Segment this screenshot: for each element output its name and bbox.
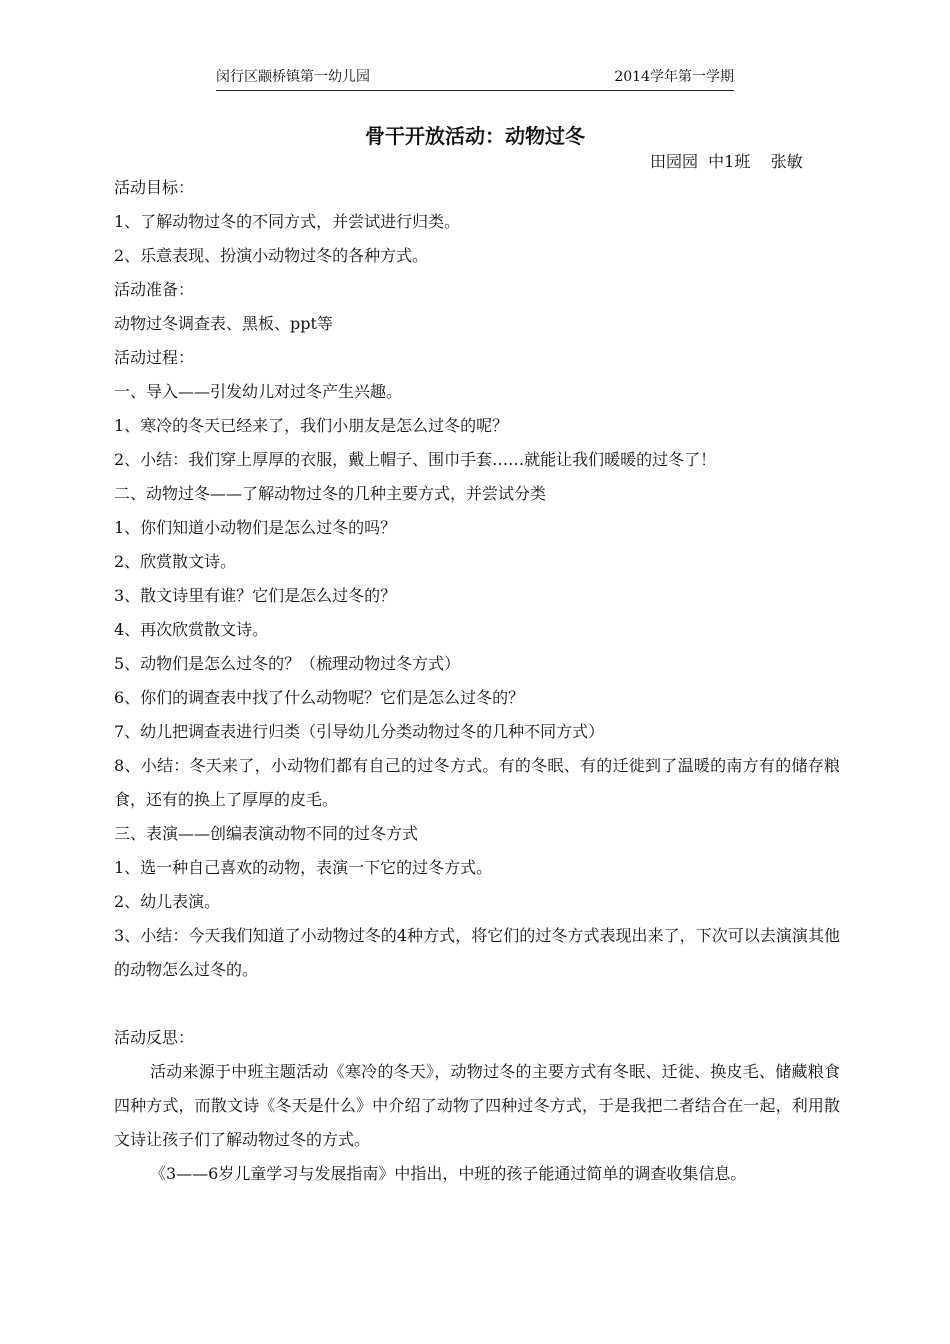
process-item: 1、寒冷的冬天已经来了，我们小朋友是怎么过冬的呢？ — [114, 416, 509, 435]
process-item: 7、幼儿把调查表进行归类（引导幼儿分类动物过冬的几种不同方式） — [114, 722, 605, 741]
process-item: 2、欣赏散文诗。 — [114, 552, 237, 571]
process-item: 8、小结：冬天来了，小动物们都有自己的过冬方式。有的冬眠、有的迁徙到了温暖的南方有的储存粮食，还有的换上了厚厚的皮毛。 — [114, 756, 840, 809]
process-item: 6、你们的调查表中找了什么动物呢？它们是怎么过冬的？ — [114, 688, 525, 707]
goal-item: 2、乐意表现、扮演小动物过冬的各种方式。 — [114, 246, 429, 265]
reflection-paragraph: 活动来源于中班主题活动《寒冷的冬天》，动物过冬的主要方式有冬眠、迁徙、换皮毛、储藏粮食四种方式，而散文诗《冬天是什么》中介绍了动物了四种过冬方式，于是我把二者结合在一起，利用散文诗让孩子们了解动物过冬的方式。 — [114, 1062, 840, 1149]
process-item: 1、你们知道小动物们是怎么过冬的吗？ — [114, 518, 397, 537]
process-item: 5、动物们是怎么过冬的？（梳理动物过冬方式） — [114, 654, 461, 673]
page-header — [216, 66, 734, 91]
term-label: 2014学年第一学期 — [614, 69, 734, 85]
process-heading: 活动过程： — [114, 348, 195, 367]
process-item: 3、散文诗里有谁？它们是怎么过冬的？ — [114, 586, 397, 605]
process-item: 2、小结：我们穿上厚厚的衣服，戴上帽子、围巾手套……就能让我们暖暖的过冬了！ — [114, 450, 717, 469]
process-item: 1、选一种自己喜欢的动物，表演一下它的过冬方式。 — [114, 858, 493, 877]
goal-item: 1、了解动物过冬的不同方式，并尝试进行归类。 — [114, 212, 461, 231]
process-item: 2、幼儿表演。 — [114, 892, 221, 911]
reflection-heading: 活动反思： — [114, 1028, 195, 1047]
preparation-heading: 活动准备： — [114, 280, 195, 299]
document-title: 骨干开放活动：动物过冬 — [365, 124, 585, 148]
process-item: 3、小结：今天我们知道了小动物过冬的4种方式，将它们的过冬方式表现出来了，下次可以去演演其他的动物怎么过冬的。 — [114, 926, 840, 979]
blank-line — [114, 987, 840, 1021]
document-body — [114, 171, 840, 1191]
author-line: 田园园 中1班 张敏 — [650, 152, 803, 171]
section-title: 三、表演——创编表演动物不同的过冬方式 — [114, 824, 419, 843]
goals-heading: 活动目标： — [114, 178, 195, 197]
section-title: 一、导入——引发幼儿对过冬产生兴趣。 — [114, 382, 403, 401]
school-name: 闵行区颛桥镇第一幼儿园 — [216, 69, 370, 85]
preparation-text: 动物过冬调查表、黑板、ppt等 — [114, 314, 333, 333]
section-title: 二、动物过冬——了解动物过冬的几种主要方式，并尝试分类 — [114, 484, 547, 503]
reflection-paragraph: 《3——6岁儿童学习与发展指南》中指出，中班的孩子能通过简单的调查收集信息。 — [150, 1164, 747, 1183]
process-item: 4、再次欣赏散文诗。 — [114, 620, 269, 639]
